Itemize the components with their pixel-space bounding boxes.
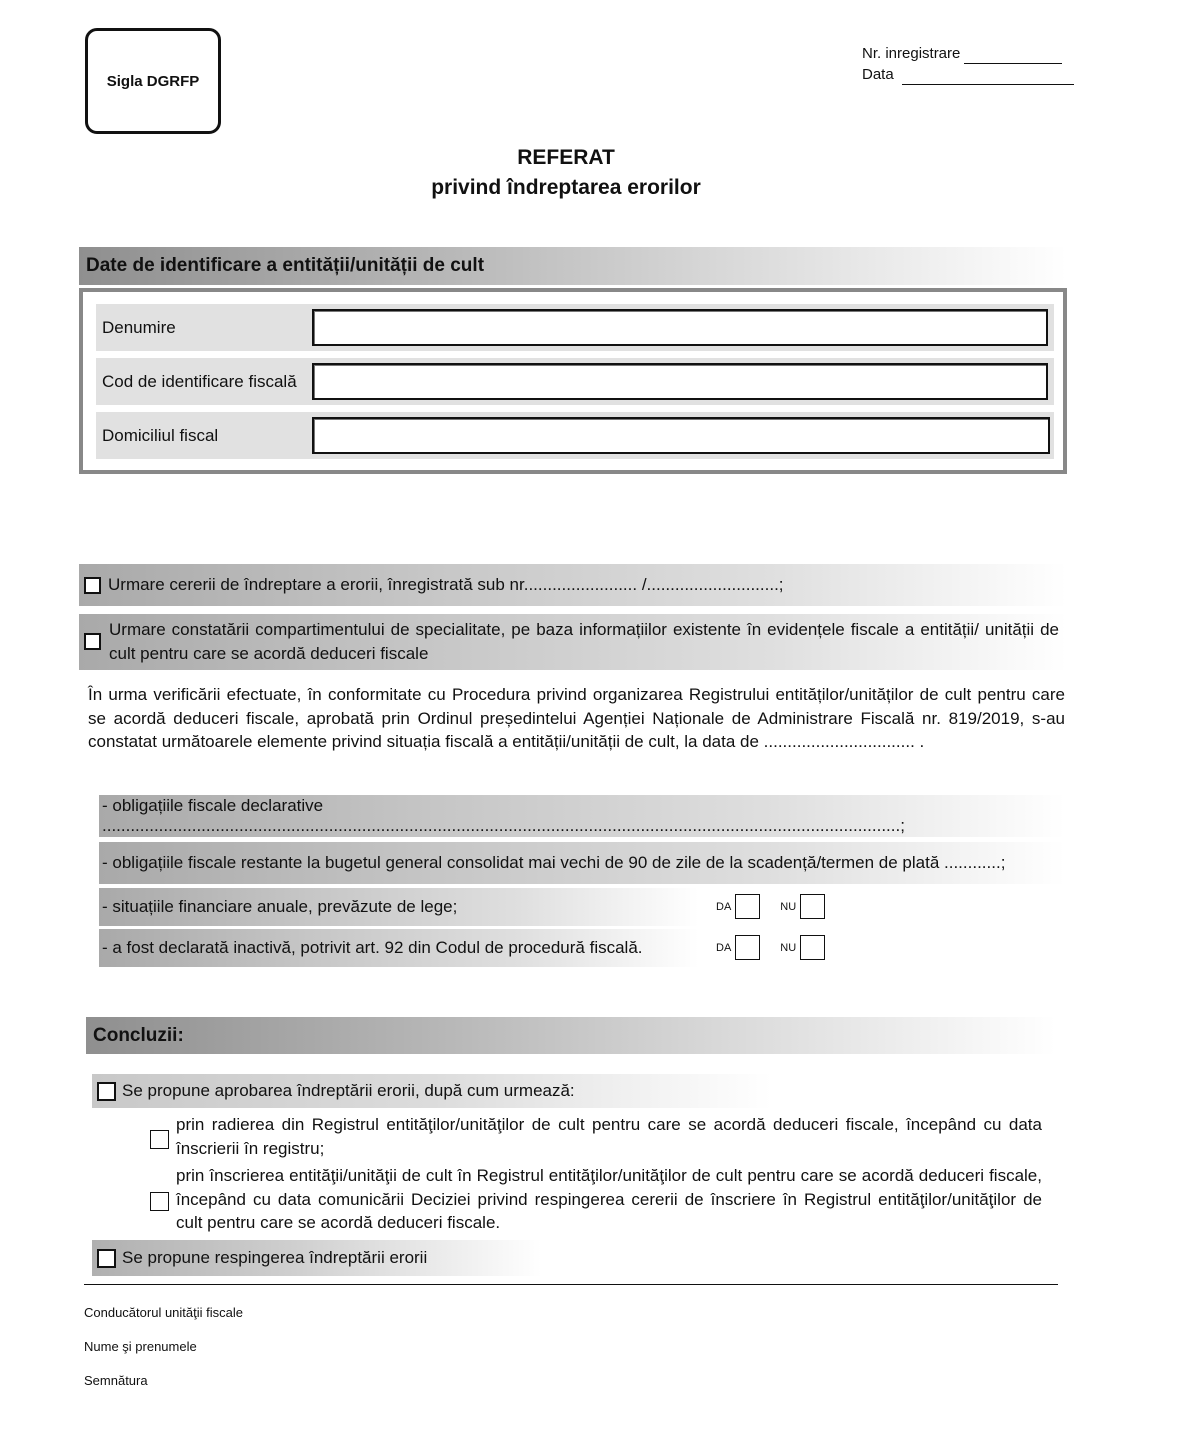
logo-text: Sigla DGRFP [106,72,200,90]
identification-box [79,288,1067,474]
field-label: Denumire [102,317,176,337]
registration-label: Nr. inregistrare [862,45,961,62]
signature-label: Semnătura [84,1373,148,1388]
finding-label: - situațiile financiare anuale, prevăzute de lege; [102,897,458,916]
yes-label: DA [716,941,732,954]
finding-label: - obligațiile fiscale restante la bugetul general consolidat mai vechi de 90 de zile de la scadență/termen de plată ............; [102,853,1006,872]
financial-statements-no-checkbox[interactable] [800,894,825,919]
inactive-yes-no [716,935,845,960]
title-line-1: REFERAT [517,146,615,169]
origin-option-finding [79,614,1067,670]
verification-paragraph: În urma verificării efectuate, în conformitate cu Procedura privind organizarea Registrului entităților/unităților de cult pentru care se acordă deduceri fiscale, aprobată prin Ordinul președintelui Agenției Naționale de Administrare Fiscală nr. 819/2019, s-au constatat următoarele elemente privind situația fiscală a entității/unității de cult, la data de ................................ . [88,685,1065,751]
finding-label: - a fost declarată inactivă, potrivit art. 92 din Codul de procedură fiscală. [102,938,643,957]
financial-statements-yes-checkbox[interactable] [735,894,760,919]
sub-option-removal [150,1113,1042,1160]
domiciliu-input[interactable] [312,417,1050,454]
sub-option-label: prin înscrierea entităţii/unităţii de cult în Registrul entităţilor/unităţilor de cult pentru care se acordă deduceri fiscale, începând cu data comunicării Deciziei privind respingerea cererii de înscriere în Registrul entităţilor/unităţilor de cult pentru care se acordă deduceri fiscale. [176,1166,1042,1232]
finding-inactive [99,929,699,967]
origin-option-request [79,564,1067,606]
field-row-domiciliu [96,412,1054,459]
conclusions-section-title: Concluzii: [93,1024,184,1046]
registration-number-field[interactable] [964,51,1062,64]
removal-checkbox[interactable] [150,1130,169,1149]
date-field[interactable] [902,72,1074,85]
cif-input[interactable] [312,363,1048,400]
conclusions-section-header [86,1017,1056,1054]
approve-option [92,1074,772,1108]
denumire-input[interactable] [312,309,1048,346]
page-title [0,143,1132,203]
sub-option-enrollment [150,1164,1042,1235]
finding-arrears [99,842,1065,884]
title-line-2: privind îndreptarea erorilor [431,176,701,199]
field-row-denumire [96,304,1054,351]
request-checkbox[interactable] [84,577,101,594]
yes-label: DA [716,900,732,913]
approve-checkbox[interactable] [97,1082,116,1101]
finding-declarative [99,795,1065,837]
approve-label: Se propune aprobarea îndreptării erorii, după cum urmează: [122,1081,575,1100]
option-label: Urmare cererii de îndreptare a erorii, înregistrată sub nr........................ /............................; [108,575,784,594]
reject-label: Se propune respingerea îndreptării erorii [122,1248,428,1267]
head-label: Conducătorul unităţii fiscale [84,1305,243,1320]
no-label: NU [780,900,797,913]
date-label: Data [862,66,894,83]
divider [84,1284,1058,1285]
identification-section-header [79,247,1067,285]
registration-block [862,43,1074,85]
field-label: Cod de identificare fiscală [102,371,297,391]
field-row-cif [96,358,1054,405]
reject-option [92,1240,542,1276]
logo-placeholder [85,28,221,134]
inactive-yes-checkbox[interactable] [735,935,760,960]
inactive-no-checkbox[interactable] [800,935,825,960]
reject-checkbox[interactable] [97,1249,116,1268]
finding-label: - obligațiile fiscale declarative .........................................................................................................................................................................; [102,796,905,835]
sub-option-label: prin radierea din Registrul entităţilor/unităţilor de cult pentru care se acordă deduceri fiscale, începând cu data înscrierii în registru; [176,1115,1042,1158]
no-label: NU [780,941,797,954]
field-label: Domiciliul fiscal [102,425,219,445]
finding-checkbox[interactable] [84,633,101,650]
option-label: Urmare constatării compartimentului de specialitate, pe baza informațiilor existente în evidențele fiscale a entității/ unității de cult pentru care se acordă deduceri fiscale [109,620,1059,663]
enrollment-checkbox[interactable] [150,1192,169,1211]
identification-section-title: Date de identificare a entității/unității de cult [86,255,485,276]
name-label: Nume şi prenumele [84,1339,197,1354]
financial-statements-yes-no [716,894,845,919]
finding-financial-statements [99,888,699,926]
